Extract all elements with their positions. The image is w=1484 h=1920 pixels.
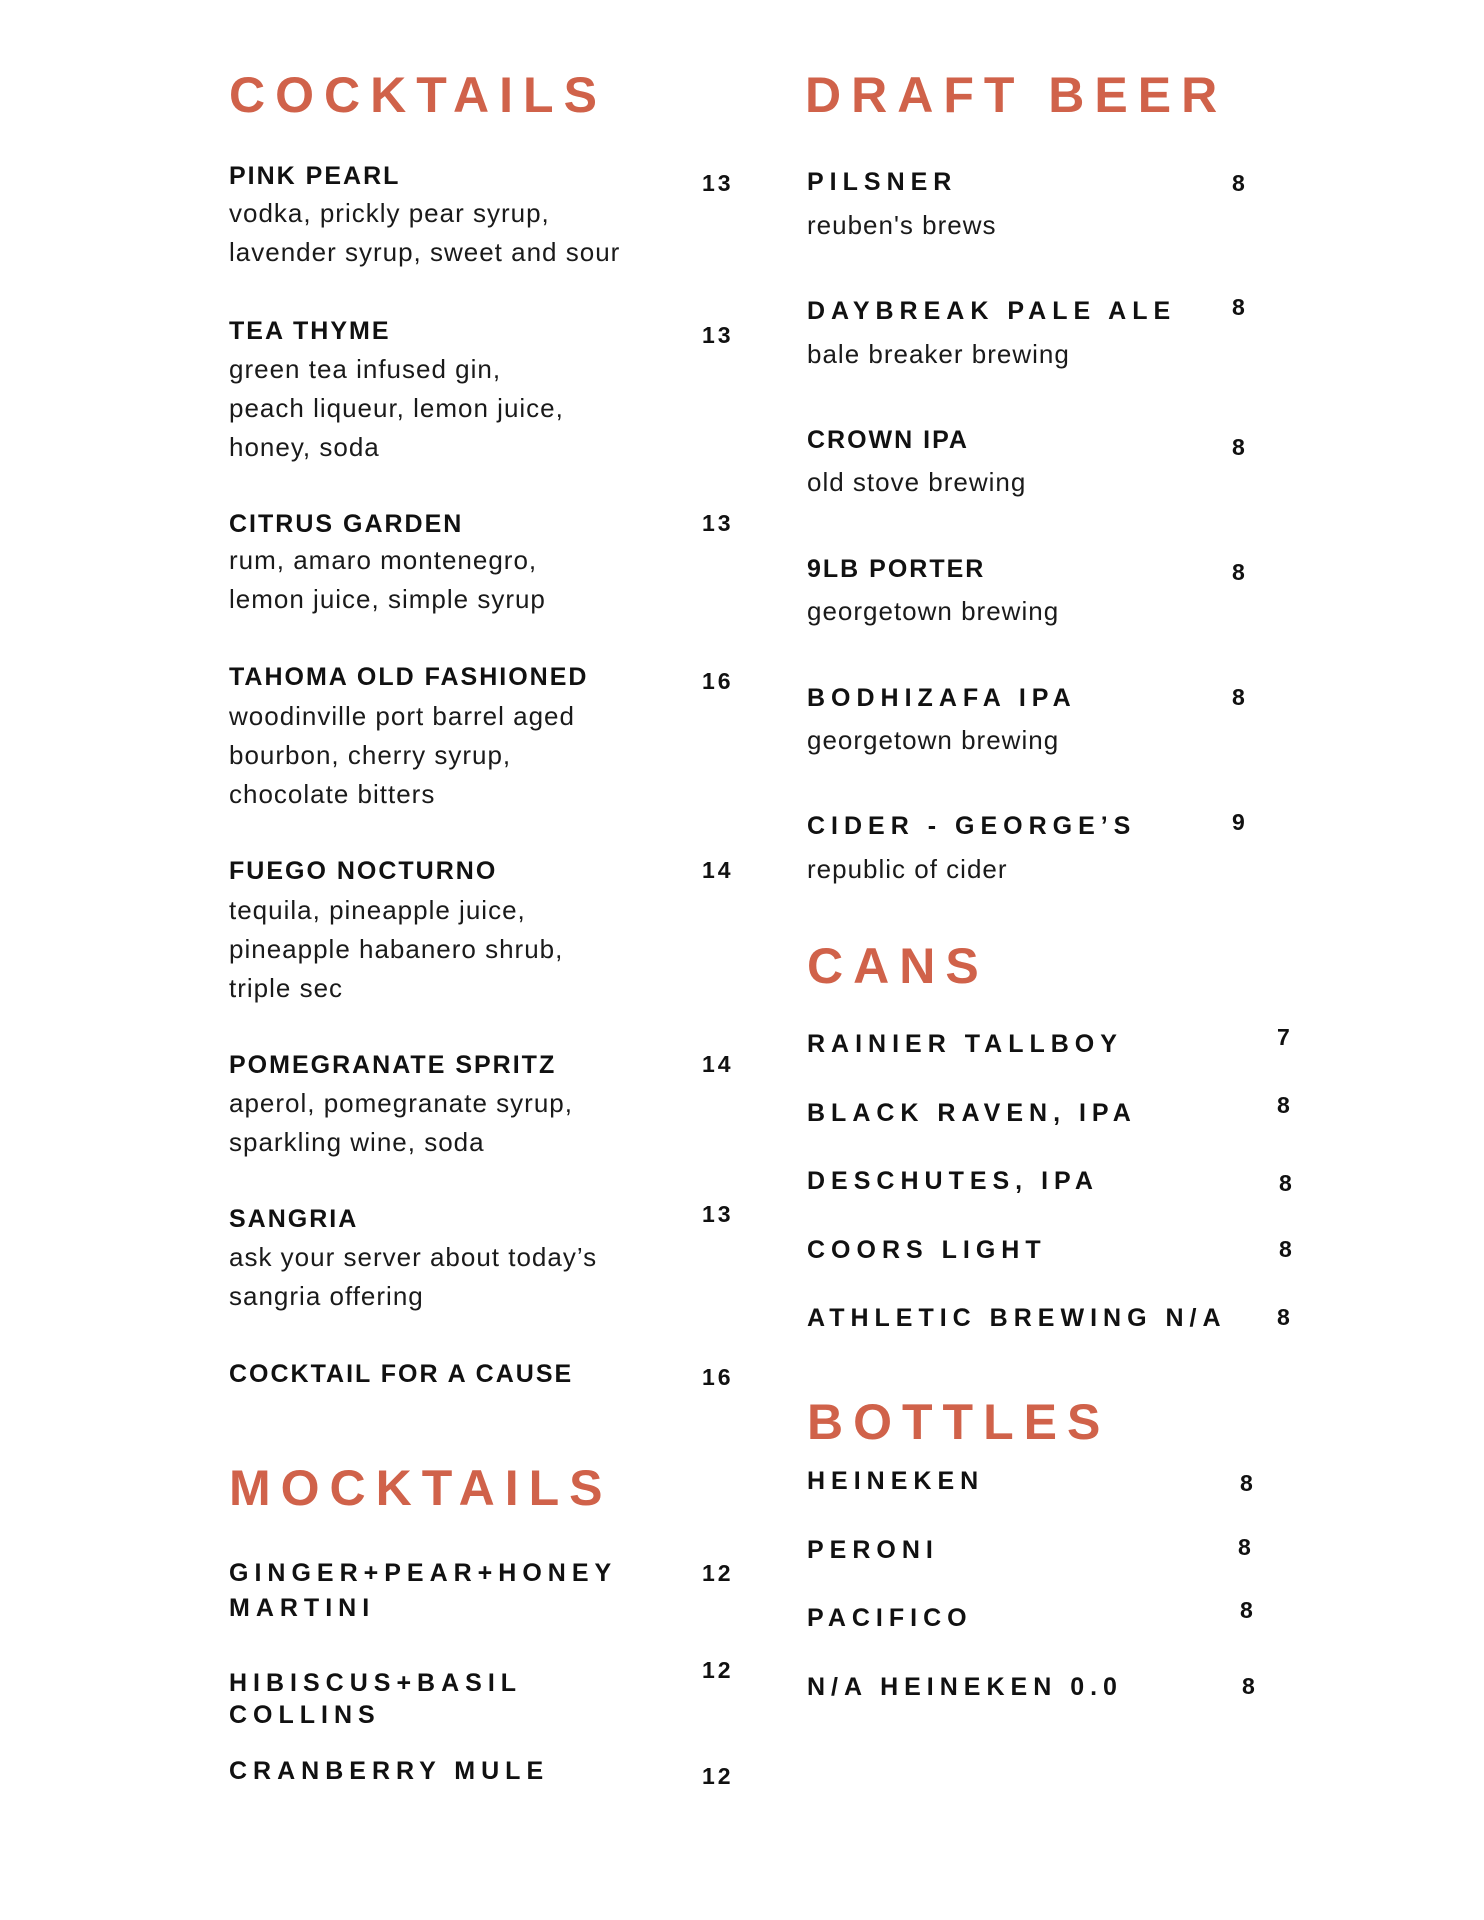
cocktail-price: 13 xyxy=(702,322,734,348)
cocktail-name: TAHOMA OLD FASHIONED xyxy=(229,663,589,691)
bottle-price: 8 xyxy=(1240,1470,1256,1496)
cocktail-description: green tea infused gin, peach liqueur, lemon juice, honey, soda xyxy=(229,354,564,462)
beer-name: BODHIZAFA IPA xyxy=(807,684,1077,712)
beer-name: 9LB PORTER xyxy=(807,555,986,583)
mocktail-price: 12 xyxy=(702,1657,734,1683)
mocktail-price: 12 xyxy=(702,1763,734,1789)
cocktail-name: PINK PEARL xyxy=(229,162,401,190)
cocktail-name: SANGRIA xyxy=(229,1205,359,1233)
beer-price: 9 xyxy=(1232,809,1248,835)
beer-name: CROWN IPA xyxy=(807,426,969,454)
can-price: 8 xyxy=(1279,1236,1295,1262)
beer-price: 8 xyxy=(1232,170,1248,196)
cocktail-description: rum, amaro montenegro, lemon juice, simple syrup xyxy=(229,545,546,614)
cocktail-price: 16 xyxy=(702,1364,734,1390)
cocktail-price: 14 xyxy=(702,1051,734,1077)
can-name: RAINIER TALLBOY xyxy=(807,1030,1123,1058)
mocktail-price: 12 xyxy=(702,1560,734,1586)
cocktail-price: 13 xyxy=(702,170,734,196)
beer-brewery: republic of cider xyxy=(807,854,1008,884)
beer-name: PILSNER xyxy=(807,168,958,196)
beer-brewery: reuben's brews xyxy=(807,210,997,240)
cocktail-description: tequila, pineapple juice, pineapple habanero shrub, triple sec xyxy=(229,895,564,1003)
beer-brewery: bale breaker brewing xyxy=(807,339,1070,369)
cocktails-heading: COCKTAILS xyxy=(229,67,607,123)
cocktail-name: FUEGO NOCTURNO xyxy=(229,857,498,885)
beer-name: CIDER - GEORGE’S xyxy=(807,812,1137,840)
beer-name: DAYBREAK PALE ALE xyxy=(807,297,1177,325)
can-price: 8 xyxy=(1277,1304,1293,1330)
cocktail-description: aperol, pomegranate syrup, sparkling wine, soda xyxy=(229,1088,573,1157)
mocktail-name: GINGER+PEAR+HONEY MARTINI xyxy=(229,1559,618,1622)
bottle-price: 8 xyxy=(1242,1673,1258,1699)
cocktail-price: 13 xyxy=(702,1201,734,1227)
cocktail-price: 14 xyxy=(702,857,734,883)
mocktails-heading: MOCKTAILS xyxy=(229,1460,613,1516)
beer-brewery: georgetown brewing xyxy=(807,725,1060,755)
bottle-name: PERONI xyxy=(807,1536,939,1564)
can-name: BLACK RAVEN, IPA xyxy=(807,1099,1137,1127)
mocktail-name: HIBISCUS+BASIL COLLINS xyxy=(229,1669,523,1729)
bottle-price: 8 xyxy=(1238,1534,1254,1560)
cocktail-name: TEA THYME xyxy=(229,317,391,345)
beer-brewery: georgetown brewing xyxy=(807,596,1060,626)
can-price: 8 xyxy=(1277,1092,1293,1118)
bottle-name: PACIFICO xyxy=(807,1604,973,1632)
can-price: 7 xyxy=(1277,1024,1293,1050)
cocktail-description: ask your server about today’s sangria offering xyxy=(229,1242,598,1311)
bottles-heading: BOTTLES xyxy=(807,1394,1111,1450)
cocktail-description: woodinville port barrel aged bourbon, cherry syrup, chocolate bitters xyxy=(229,701,575,809)
mocktail-name: CRANBERRY MULE xyxy=(229,1757,550,1785)
can-name: DESCHUTES, IPA xyxy=(807,1167,1099,1195)
can-name: ATHLETIC BREWING N/A xyxy=(807,1304,1227,1332)
bottle-name: N/A HEINEKEN 0.0 xyxy=(807,1673,1123,1701)
draft-beer-heading: DRAFT BEER xyxy=(805,67,1228,123)
can-price: 8 xyxy=(1279,1170,1295,1196)
beer-price: 8 xyxy=(1232,294,1248,320)
beer-price: 8 xyxy=(1232,434,1248,460)
bottle-name: HEINEKEN xyxy=(807,1467,985,1495)
beer-brewery: old stove brewing xyxy=(807,467,1027,497)
cocktail-price: 16 xyxy=(702,668,734,694)
cans-heading: CANS xyxy=(807,938,989,994)
cocktail-name: CITRUS GARDEN xyxy=(229,510,464,538)
bottle-price: 8 xyxy=(1240,1597,1256,1623)
cocktail-name: COCKTAIL FOR A CAUSE xyxy=(229,1360,574,1388)
cocktail-price: 13 xyxy=(702,510,734,536)
cocktail-name: POMEGRANATE SPRITZ xyxy=(229,1051,557,1079)
can-name: COORS LIGHT xyxy=(807,1236,1047,1264)
beer-price: 8 xyxy=(1232,559,1248,585)
cocktail-description: vodka, prickly pear syrup, lavender syrup, sweet and sour xyxy=(229,198,621,267)
beer-price: 8 xyxy=(1232,684,1248,710)
